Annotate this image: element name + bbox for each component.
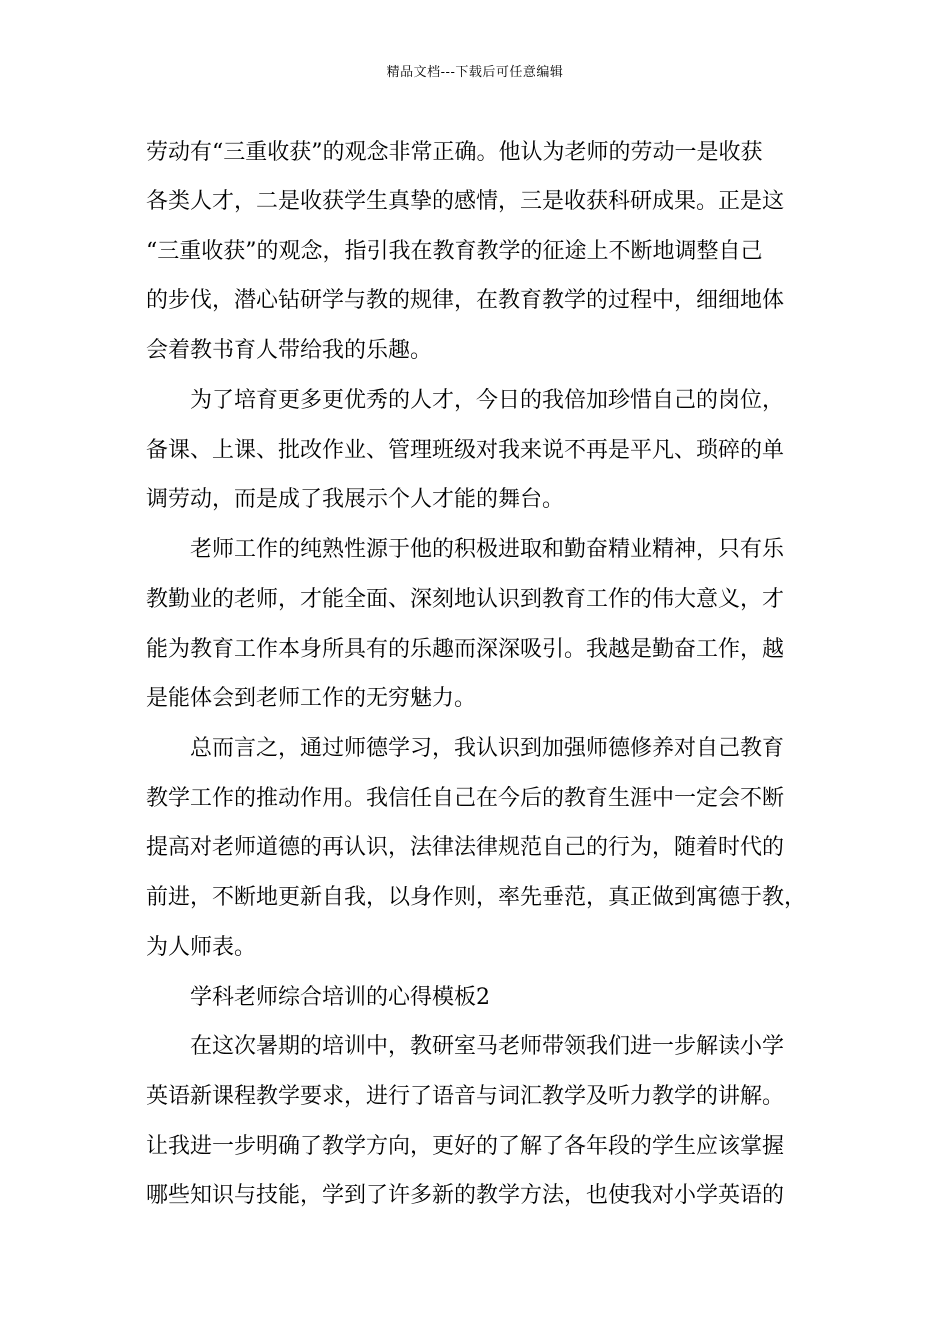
text-line: 教学工作的推动作用。我信任自己在今后的教育生涯中一定会不断 [146,786,785,811]
section-heading: 学科老师综合培训的心得模板2 [190,985,490,1010]
text-line: 备课、上课、批改作业、管理班级对我来说不再是平凡、琐碎的单 [146,438,785,463]
text-line: 的步伐，潜心钻研学与教的规律，在教育教学的过程中，细细地体 [146,288,785,313]
text-line: 让我进一步明确了教学方向，更好的了解了各年段的学生应该掌握 [146,1134,785,1159]
paragraph-first-line: 为了培育更多更优秀的人才，今日的我倍加珍惜自己的岗位， [190,388,785,413]
text-line: 劳动有“三重收获”的观念非常正确。他认为老师的劳动一是收获 [146,140,763,165]
text-line: 为人师表。 [146,935,257,960]
text-line: 各类人才，二是收获学生真挚的感情，三是收获科研成果。正是这 [146,189,785,214]
paragraph-first-line: 老师工作的纯熟性源于他的积极进取和勤奋精业精神，只有乐 [190,537,785,562]
text-line: 会着教书育人带给我的乐趣。 [146,338,433,363]
text-line: 教勤业的老师，才能全面、深刻地认识到教育工作的伟大意义，才 [146,587,785,612]
text-line: 前进，不断地更新自我，以身作则，率先垂范，真正做到寓德于教， [146,885,807,910]
text-line: 提高对老师道德的再认识，法律法律规范自己的行为，随着时代的 [146,835,785,860]
text-line: 哪些知识与技能，学到了许多新的教学方法，也使我对小学英语的 [146,1183,785,1208]
paragraph-first-line: 在这次暑期的培训中，教研室马老师带领我们进一步解读小学 [190,1034,785,1059]
paragraph-first-line: 总而言之，通过师德学习，我认识到加强师德修养对自己教育 [190,736,785,761]
text-line: 是能体会到老师工作的无穷魅力。 [146,686,477,711]
page-header: 精品文档---下载后可任意编辑 [386,65,564,80]
text-line: 英语新课程教学要求，进行了语音与词汇教学及听力教学的讲解。 [146,1084,785,1109]
text-line: “三重收获”的观念，指引我在教育教学的征途上不断地调整自己 [146,239,763,264]
text-line: 能为教育工作本身所具有的乐趣而深深吸引。我越是勤奋工作，越 [146,637,785,662]
text-line: 调劳动，而是成了我展示个人才能的舞台。 [146,487,565,512]
